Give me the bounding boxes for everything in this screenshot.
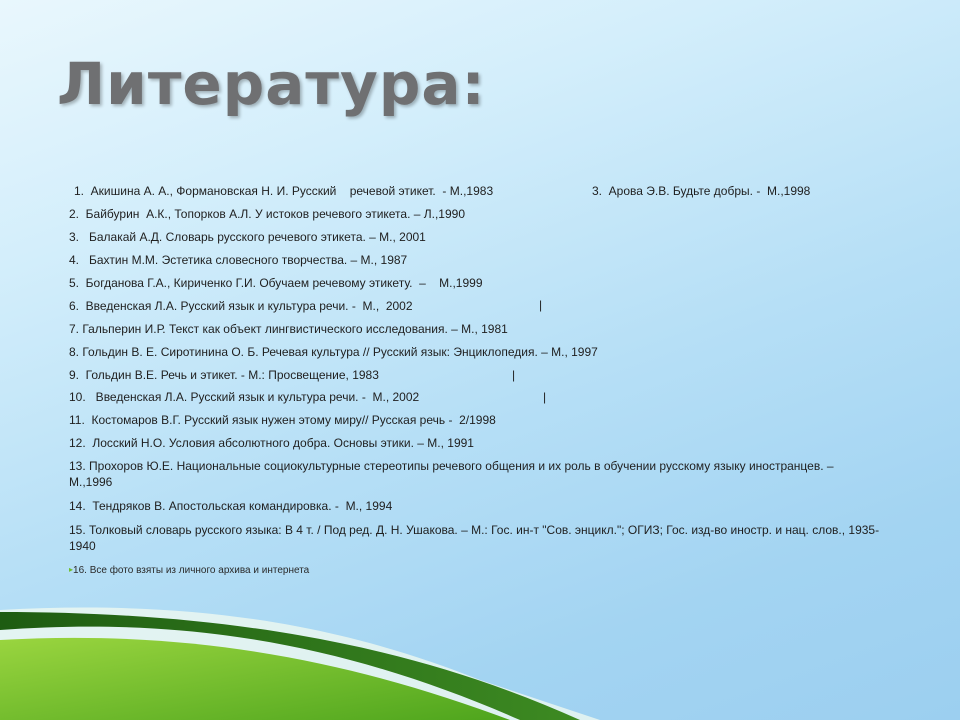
bullet-arrow-icon: ▸ <box>69 565 74 574</box>
reference-item-1: 1. Акишина А. А., Формановская Н. И. Русский речевой этикет. - М.,1983 <box>74 184 494 198</box>
reference-item-2: 2. Байбурин А.К., Топорков А.Л. У истоков речевого этикета. – Л.,1990 <box>69 207 466 221</box>
reference-item-15: 15. Толковый словарь русского языка: В 4 т. / Под ред. Д. Н. Ушакова. – М.: Гос. ин-т "Сов. энцикл."; ОГИЗ; Гос. изд-во иностр. и нац. слов., 1935-1940 <box>69 523 880 553</box>
reference-item-4: 4. Бахтин М.М. Эстетика словесного творчества. – М., 1987 <box>69 253 408 267</box>
text-cursor-mark: | <box>539 298 543 312</box>
reference-item-9: 9. Гольдин В.Е. Речь и этикет. - М.: Просвещение, 1983 <box>69 368 379 382</box>
reference-item-3: 3. Балакай А.Д. Словарь русского речевого этикета. – М., 2001 <box>69 230 426 244</box>
reference-item-16 <box>69 563 309 579</box>
page-title: Литература: <box>57 50 486 118</box>
reference-item-13: 13. Прохоров Ю.Е. Национальные социокультурные стереотипы речевого общения и их роль в обучении русскому языку иностранцев. – М.,1996 <box>69 459 834 489</box>
reference-item-3-inline: 3. Арова Э.В. Будьте добры. - М.,1998 <box>592 184 811 198</box>
reference-item-16-text: 16. Все фото взяты из личного архива и интернета <box>73 565 310 576</box>
text-cursor-mark: | <box>543 390 547 404</box>
reference-item-6: 6. Введенская Л.А. Русский язык и культура речи. - М., 2002 <box>69 299 413 313</box>
reference-item-5: 5. Богданова Г.А., Кириченко Г.И. Обучаем речевому этикету. – М.,1999 <box>69 276 483 290</box>
reference-item-14: 14. Тендряков В. Апостольская командировка. - М., 1994 <box>69 499 393 513</box>
reference-item-8: 8. Гольдин В. Е. Сиротинина О. Б. Речевая культура // Русский язык: Энциклопедия. – М., 1997 <box>69 345 598 359</box>
text-cursor-mark: | <box>512 368 516 382</box>
reference-item-10: 10. Введенская Л.А. Русский язык и культура речи. - М., 2002 <box>69 390 420 404</box>
reference-item-12: 12. Лосский Н.О. Условия абсолютного добра. Основы этики. – М., 1991 <box>69 436 474 450</box>
reference-item-7: 7. Гальперин И.Р. Текст как объект лингвистического исследования. – М., 1981 <box>69 322 508 336</box>
reference-item-11: 11. Костомаров В.Г. Русский язык нужен этому миру// Русская речь - 2/1998 <box>69 413 496 427</box>
